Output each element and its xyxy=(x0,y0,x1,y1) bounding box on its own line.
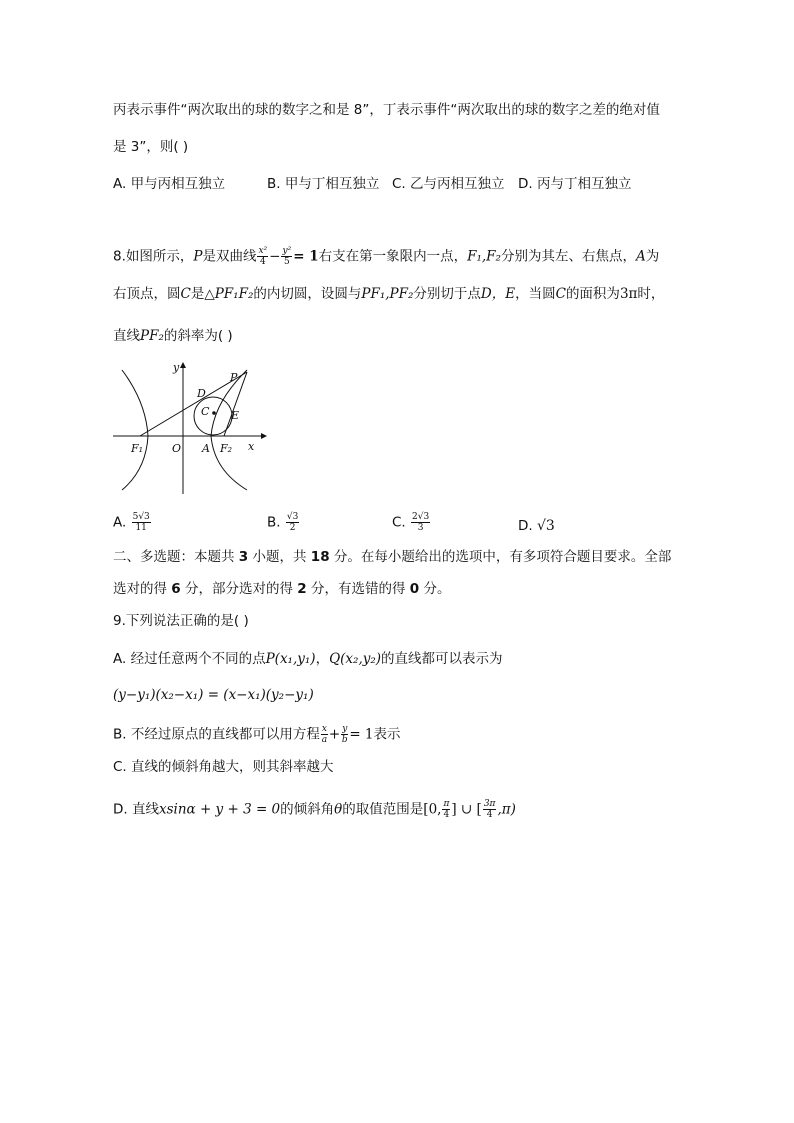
point-q-coords: Q(x₂,y₂) xyxy=(329,651,382,667)
q8-text: 时， xyxy=(637,286,665,302)
circle-center xyxy=(213,412,216,415)
incircle xyxy=(194,397,232,435)
q8-option-c: C. $\frac{2√3}{3}$ xyxy=(392,512,430,533)
label-p: P xyxy=(230,371,238,384)
label-y: y xyxy=(173,361,180,374)
section2-line2: 选对的得 6 分，部分选对的得 2 分，有选错的得 0 分。 xyxy=(113,581,451,597)
q7-line2: 是 3”，则( ) xyxy=(113,139,189,155)
label-a: A xyxy=(202,442,210,455)
q8-line1 xyxy=(113,246,659,267)
hyperbola-figure xyxy=(113,360,273,496)
hyperbola-frac-x: $\frac{\text{x²}}{4}$ xyxy=(258,246,268,267)
x-axis-arrow xyxy=(261,433,267,439)
q8-text: 的斜率为( ) xyxy=(163,328,233,344)
point-a: A xyxy=(635,248,646,265)
tangent-points: D，E xyxy=(480,286,516,302)
label-e: E xyxy=(231,409,240,422)
minus-sign: − xyxy=(269,248,281,265)
q9-stem: 9.下列说法正确的是( ) xyxy=(113,613,249,629)
label-d: D xyxy=(197,387,206,400)
y-axis-arrow xyxy=(180,362,186,368)
q9-option-a-equation: (y−y₁)(x₂−x₁) = (x−x₁)(y₂−y₁) xyxy=(113,687,314,703)
triangle-label: △PF₁F₂ xyxy=(204,286,254,302)
label-f1: F₁ xyxy=(131,442,144,455)
q7-option-a: A. 甲与丙相互独立 xyxy=(113,176,226,192)
point-p-coords: P(x₁,y₁) xyxy=(265,651,316,667)
circle-c: C xyxy=(555,286,566,302)
q8-option-a: A. $\frac{5√3}{11}$ xyxy=(113,512,150,533)
circle-c: C xyxy=(180,286,191,302)
q8-text: 8.如图所示， xyxy=(113,248,194,265)
label-o: O xyxy=(172,442,182,455)
line-pf2: PF₂ xyxy=(140,328,164,344)
q7-option-d: D. 丙与丁相互独立 xyxy=(518,176,632,192)
q8-text: 的内切圆，设圆与 xyxy=(253,286,362,302)
q8-text: 是双曲线 xyxy=(202,248,257,265)
q8-text: 为 xyxy=(645,248,660,265)
equals-one: = 1 xyxy=(293,248,319,265)
q8-line2 xyxy=(113,285,664,303)
area-value: 3π xyxy=(619,286,638,302)
q7-option-c: C. 乙与丙相互独立 xyxy=(392,176,505,192)
segments-label: PF₁,PF₂ xyxy=(361,286,414,302)
q7-option-b: B. 甲与丁相互独立 xyxy=(267,176,380,192)
hyperbola-frac-y: $\frac{\text{y²}}{5}$ xyxy=(282,246,292,267)
q8-option-b: B. $\frac{√3}{2}$ xyxy=(267,512,299,533)
q8-text: 右支在第一象限内一点， xyxy=(318,248,468,265)
q8-line3 xyxy=(113,327,233,345)
label-f2: F₂ xyxy=(220,442,233,455)
label-x: x xyxy=(248,440,255,453)
q8-text: ，当圆 xyxy=(515,286,556,302)
q8-text: 直线 xyxy=(113,328,140,344)
q9-option-a: A. 经过任意两个不同的点P(x₁,y₁)，Q(x₂,y₂)的直线都可以表示为 xyxy=(113,651,503,667)
q8-option-d: D. √3 xyxy=(518,518,555,534)
q9-option-b: B. 不经过原点的直线都可以用方程 $\frac{x}{a}$ + $\frac{y}{b}$ = 1表示 xyxy=(113,724,401,745)
point-p: P xyxy=(193,248,203,265)
foci-label: F₁,F₂ xyxy=(467,248,501,265)
section2-line1: 二、多选题：本题共 3 小题，共 18 分。在每小题给出的选项中，有多项符合题目要求。全部 xyxy=(113,549,672,565)
q8-text: 分别为其左、右焦点， xyxy=(500,248,636,265)
q8-text: 的面积为 xyxy=(565,286,620,302)
hyperbola-left-branch xyxy=(122,370,148,490)
q7-line1: 丙表示事件“两次取出的球的数字之和是 8”，丁表示事件“两次取出的球的数字之差的绝对值 xyxy=(113,102,660,118)
q9-option-c: C. 直线的倾斜角越大，则其斜率越大 xyxy=(113,759,334,775)
line-equation: xsinα + y + 3 = 0 xyxy=(158,801,281,818)
q8-text: 分别切于点 xyxy=(413,286,481,302)
q9-option-d: D. 直线xsinα + y + 3 = 0的倾斜角θ的取值范围是[0, $\frac{\pi}{4}$ ] ∪ [ $\frac{3\pi}{4}$ ,π) xyxy=(113,799,516,820)
q8-text: 是 xyxy=(190,286,205,302)
theta-symbol: θ xyxy=(334,801,343,818)
q8-text: 右顶点，圆 xyxy=(113,286,181,302)
label-c: C xyxy=(201,405,210,418)
